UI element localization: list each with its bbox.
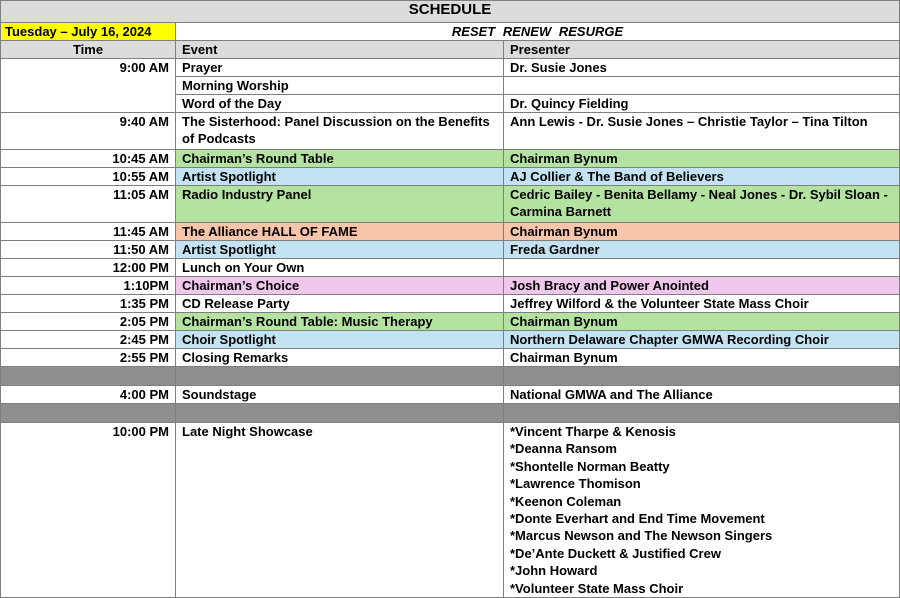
time-cell: 4:00 PM [1, 386, 176, 404]
separator-row [1, 404, 900, 423]
list-item: *Marcus Newson and The Newson Singers [510, 528, 773, 544]
event-cell: Radio Industry Panel [176, 186, 504, 223]
time-cell: 10:55 AM [1, 168, 176, 186]
event-cell: Late Night Showcase [176, 423, 504, 598]
event-cell: Closing Remarks [176, 349, 504, 367]
table-row [1, 423, 900, 598]
event-cell: Prayer [176, 59, 504, 77]
table-row [1, 150, 900, 168]
presenter-cell: Chairman Bynum [504, 223, 900, 241]
header-row [1, 41, 900, 59]
event-cell: Artist Spotlight [176, 241, 504, 259]
table-row [1, 113, 900, 150]
table-row [1, 386, 900, 404]
event-cell: The Alliance HALL OF FAME [176, 223, 504, 241]
time-cell: 2:55 PM [1, 349, 176, 367]
list-item: *Deanna Ransom [510, 441, 617, 457]
time-cell: 10:45 AM [1, 150, 176, 168]
table-row [1, 349, 900, 367]
presenter-cell: Dr. Quincy Fielding [504, 95, 900, 113]
event-cell: Choir Spotlight [176, 331, 504, 349]
event-cell: Morning Worship [176, 77, 504, 95]
list-item: *Volunteer State Mass Choir [510, 580, 684, 596]
presenter-cell [504, 259, 900, 277]
date-label: Tuesday – July 16, 2024 [1, 23, 176, 41]
separator-row [1, 367, 900, 386]
time-cell: 11:05 AM [1, 186, 176, 223]
table-row [1, 259, 900, 277]
event-cell: The Sisterhood: Panel Discussion on the Benefits of Podcasts [176, 113, 504, 150]
presenter-cell: Jeffrey Wilford & the Volunteer State Mass Choir [504, 295, 900, 313]
list-item: *De’Ante Duckett & Justified Crew [510, 545, 721, 561]
list-item: *Lawrence Thomison [510, 476, 641, 492]
table-row [1, 331, 900, 349]
time-cell: 1:35 PM [1, 295, 176, 313]
table-row [1, 295, 900, 313]
presenter-cell: Northern Delaware Chapter GMWA Recording Choir [504, 331, 900, 349]
time-cell: 2:05 PM [1, 313, 176, 331]
event-cell: Soundstage [176, 386, 504, 404]
presenter-cell: AJ Collier & The Band of Believers [504, 168, 900, 186]
list-item: *Vincent Tharpe & Kenosis [510, 424, 676, 439]
presenter-cell [504, 77, 900, 95]
time-cell: 9:00 AM [1, 59, 176, 113]
showcase-performers-list [504, 423, 900, 598]
time-header: Time [1, 41, 176, 59]
title-row [1, 1, 900, 23]
table-row [1, 168, 900, 186]
table-row [1, 241, 900, 259]
event-cell: Chairman’s Round Table [176, 150, 504, 168]
event-cell: Chairman’s Choice [176, 277, 504, 295]
event-header: Event [176, 41, 504, 59]
event-cell: Chairman’s Round Table: Music Therapy [176, 313, 504, 331]
time-cell: 9:40 AM [1, 113, 176, 150]
list-item: *Donte Everhart and End Time Movement [510, 511, 765, 527]
theme-text: RESET RENEW RESURGE [176, 23, 900, 41]
time-cell: 11:45 AM [1, 223, 176, 241]
presenter-cell: Chairman Bynum [504, 349, 900, 367]
time-cell: 2:45 PM [1, 331, 176, 349]
table-row [1, 59, 900, 77]
time-cell: 12:00 PM [1, 259, 176, 277]
presenter-cell: Dr. Susie Jones [504, 59, 900, 77]
event-cell: CD Release Party [176, 295, 504, 313]
table-row [1, 277, 900, 295]
table-row [1, 186, 900, 223]
presenter-cell: Josh Bracy and Power Anointed [504, 277, 900, 295]
presenter-cell: Freda Gardner [504, 241, 900, 259]
presenter-cell: Ann Lewis - Dr. Susie Jones – Christie Taylor – Tina Tilton [504, 113, 900, 150]
presenter-header: Presenter [504, 41, 900, 59]
event-cell: Lunch on Your Own [176, 259, 504, 277]
time-cell: 10:00 PM [1, 423, 176, 598]
event-cell: Artist Spotlight [176, 168, 504, 186]
presenter-cell: Chairman Bynum [504, 150, 900, 168]
list-item: *John Howard [510, 563, 598, 579]
event-cell: Word of the Day [176, 95, 504, 113]
time-cell: 11:50 AM [1, 241, 176, 259]
table-row [1, 313, 900, 331]
presenter-cell: Chairman Bynum [504, 313, 900, 331]
presenter-cell: National GMWA and The Alliance [504, 386, 900, 404]
list-item: *Shontelle Norman Beatty [510, 458, 670, 474]
schedule-title: SCHEDULE [1, 1, 900, 23]
presenter-cell: Cedric Bailey - Benita Bellamy - Neal Jones - Dr. Sybil Sloan - Carmina Barnett [504, 186, 900, 223]
date-row [1, 23, 900, 41]
table-row [1, 223, 900, 241]
time-cell: 1:10PM [1, 277, 176, 295]
list-item: *Keenon Coleman [510, 493, 622, 509]
